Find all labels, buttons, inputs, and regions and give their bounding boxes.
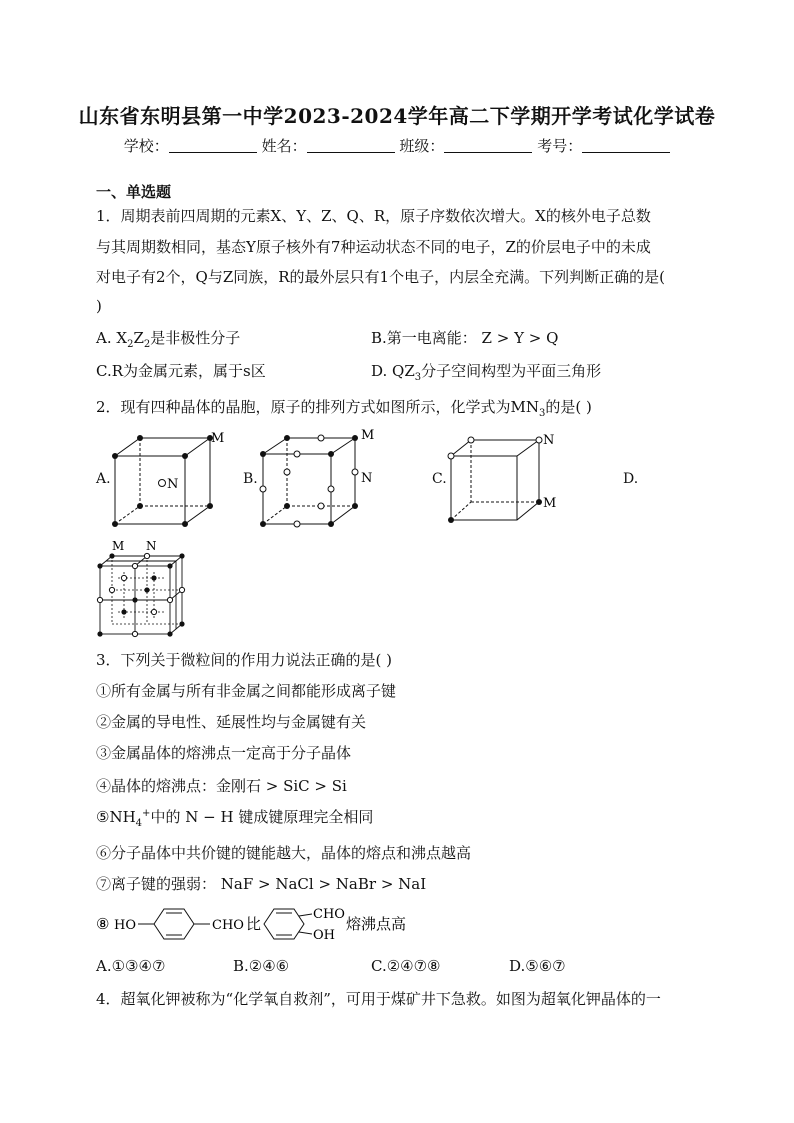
q3-statement-6: ⑥分子晶体中共价键的键能越大，晶体的熔点和沸点越高 [96, 844, 472, 862]
school-blank[interactable] [169, 138, 257, 153]
q3-statement-4: ④晶体的熔沸点：金刚石 > SiC > Si [96, 777, 347, 795]
number-label: 考号： [537, 137, 583, 155]
q3-statement-2: ②金属的导电性、延展性均与金属键有关 [96, 713, 367, 731]
svg-text:N: N [146, 539, 157, 553]
svg-text:M: M [112, 539, 125, 553]
number-blank[interactable] [582, 138, 670, 153]
q2-option-a-label[interactable]: A. [96, 471, 111, 487]
svg-text:⑧: ⑧ [96, 915, 110, 933]
q1-option-c[interactable]: C.R为金属元素，属于s区 [96, 362, 266, 380]
q3-stem: 3．下列关于微粒间的作用力说法正确的是( ) [96, 651, 393, 669]
class-label: 班级： [399, 137, 445, 155]
q3-statement-1: ①所有金属与所有非金属之间都能形成离子键 [96, 682, 397, 700]
q3-option-d[interactable]: D.⑤⑥⑦ [509, 957, 566, 975]
school-label: 学校： [123, 137, 169, 155]
svg-text:N: N [361, 471, 373, 486]
section-heading: 一、单选题 [96, 183, 172, 201]
atom-label-n: N [167, 477, 179, 492]
svg-text:CHO: CHO [212, 918, 244, 933]
crystal-cell-a [105, 428, 235, 528]
q2-stem: 2．现有四种晶体的晶胞，原子的排列方式如图所示，化学式为$MN_3$的是( ) [96, 398, 592, 419]
q2-option-b-label[interactable]: B. [243, 471, 258, 487]
benzaldehyde-structures [96, 903, 426, 945]
name-label: 姓名： [261, 137, 307, 155]
svg-text:N: N [543, 433, 555, 448]
svg-text:M: M [543, 496, 557, 511]
q4-stem: 4．超氧化钾被称为“化学氧自救剂”，可用于煤矿井下急救。如图为超氧化钾晶体的一 [96, 990, 661, 1008]
crystal-cell-c [443, 430, 563, 526]
q1-line-4: ) [96, 297, 102, 315]
q3-statement-8 [96, 903, 426, 945]
atom-label-m: M [211, 431, 225, 446]
q3-option-b[interactable]: B.②④⑥ [233, 957, 290, 975]
q1-option-d[interactable]: D. $QZ_3$分子空间构型为平面三角形 [371, 362, 602, 383]
q1-line-1: 1．周期表前四周期的元素X、Y、Z、Q、R，原子序数依次增大。X的核外电子总数 [96, 207, 651, 225]
svg-text:比: 比 [246, 915, 262, 933]
q3-statement-5: $⑤NH_4^+$中的 N − H 键成键原理完全相同 [96, 808, 374, 829]
q2-option-c-label[interactable]: C. [432, 471, 447, 487]
svg-text:M: M [361, 428, 375, 443]
q3-option-c[interactable]: C.②④⑦⑧ [371, 957, 441, 975]
q3-statement-7: ⑦离子键的强弱： NaF > NaCl > NaBr > NaI [96, 875, 427, 893]
svg-text:OH: OH [313, 928, 335, 943]
q3-statement-3: ③金属晶体的熔沸点一定高于分子晶体 [96, 744, 352, 762]
crystal-cell-b [255, 426, 385, 530]
q1-line-2: 与其周期数相同，基态Y原子核外有7种运动状态不同的电子，Z的价层电子中的未成 [96, 238, 651, 256]
q1-option-b[interactable]: B.第一电离能： Z > Y > Q [371, 329, 559, 347]
q3-option-a[interactable]: A.①③④⑦ [96, 957, 166, 975]
q1-line-3: 对电子有2个，Q与Z同族，R的最外层只有1个电子，内层全充满。下列判断正确的是( [96, 268, 665, 286]
crystal-cell-d [92, 536, 192, 640]
class-blank[interactable] [444, 138, 532, 153]
svg-text:熔沸点高: 熔沸点高 [346, 915, 407, 933]
svg-text:CHO: CHO [313, 907, 345, 922]
page-title: 山东省东明县第一中学2023-2024学年高二下学期开学考试化学试卷 [78, 104, 716, 128]
name-blank[interactable] [307, 138, 395, 153]
q1-option-a[interactable]: A. $X_2Z_2$是非极性分子 [96, 329, 241, 350]
student-info-line [0, 135, 794, 156]
q2-option-d-label[interactable]: D. [623, 471, 639, 487]
svg-text:HO: HO [114, 918, 136, 933]
